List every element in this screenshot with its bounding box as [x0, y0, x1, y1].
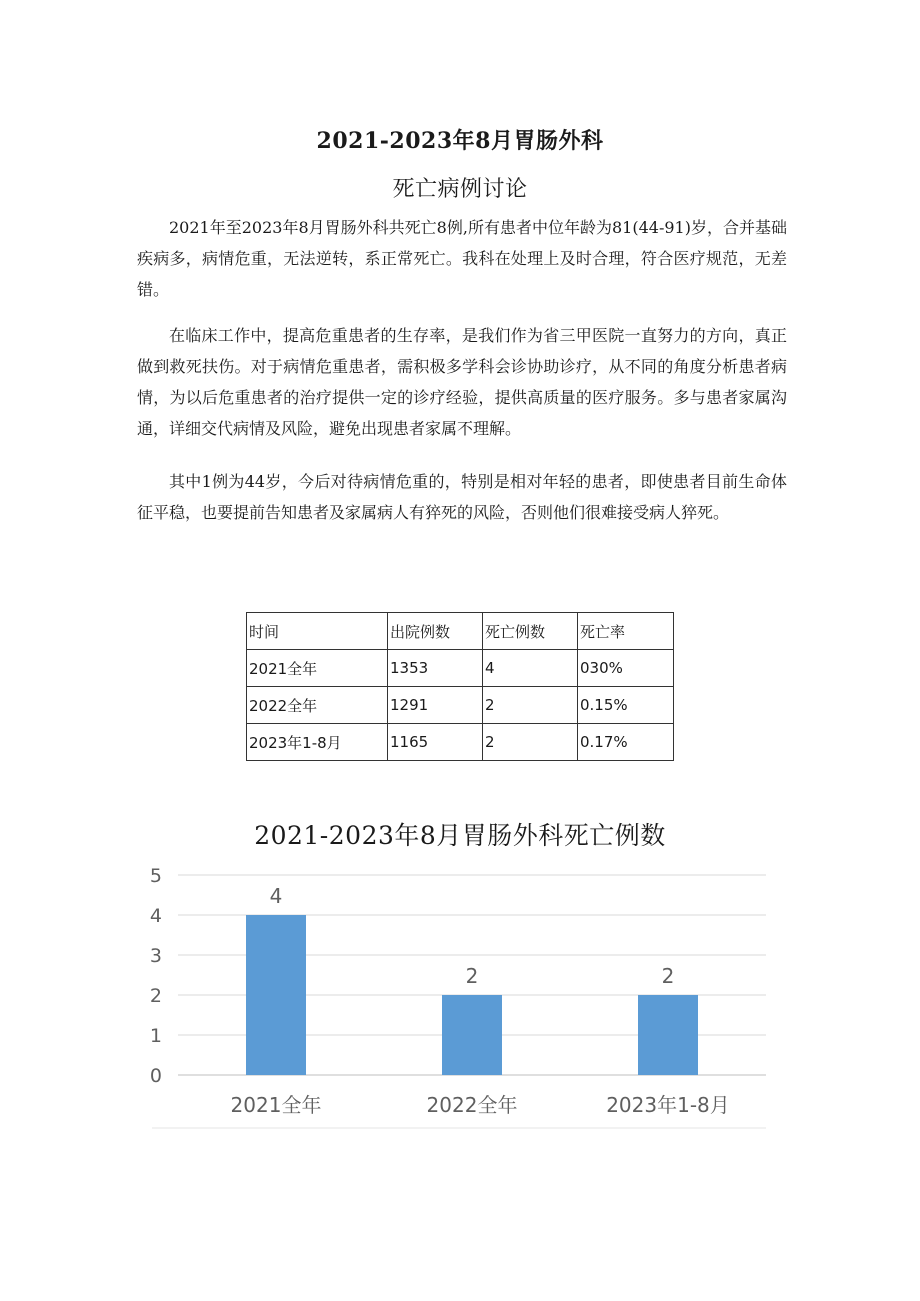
bar [246, 915, 306, 1075]
x-tick-label: 2021全年 [230, 1093, 322, 1117]
table-cell: 2022全年 [247, 687, 388, 724]
y-tick-label: 4 [149, 905, 162, 927]
table-cell: 1165 [388, 724, 483, 761]
table-header-cell: 时间 [247, 613, 388, 650]
y-tick-label: 1 [149, 1025, 162, 1047]
chart-title: 2021-2023年8月胃肠外科死亡例数 [254, 821, 666, 850]
bar [442, 995, 502, 1075]
table-cell: 0.17% [578, 724, 674, 761]
table-cell: 2 [483, 724, 578, 761]
document-title: 2021-2023年8月胃肠外科 [316, 128, 604, 154]
document-subtitle: 死亡病例讨论 [392, 177, 528, 202]
table-header-cell: 死亡例数 [483, 613, 578, 650]
y-tick-label: 3 [149, 945, 162, 967]
table-cell: 2 [483, 687, 578, 724]
y-tick-label: 0 [149, 1065, 162, 1087]
y-tick-label: 5 [149, 865, 162, 887]
x-tick-label: 2023年1-8月 [606, 1093, 730, 1117]
data-label: 2 [661, 964, 675, 988]
data-label: 4 [269, 884, 283, 908]
table-cell: 1291 [388, 687, 483, 724]
bar [638, 995, 698, 1075]
paragraph-clinical-work: 在临床工作中，提高危重患者的生存率，是我们作为省三甲医院一直努力的方向，真正做到救死扶伤。对于病情危重患者，需积极多学科会诊协助诊疗，从不同的角度分析患者病情，为以后危重患者的治疗提供一定的诊疗经验，提供高质量的医疗服务。多与患者家属沟通，详细交代病情及风险，避免出现患者家属不理解。 [137, 326, 787, 438]
table-cell: 030% [578, 650, 674, 687]
table-cell: 0.15% [578, 687, 674, 724]
y-tick-label: 2 [149, 985, 162, 1007]
table-header-cell: 死亡率 [578, 613, 674, 650]
data-label: 2 [465, 964, 479, 988]
table-header-cell: 出院例数 [388, 613, 483, 650]
chart-plot-area [150, 865, 766, 1128]
table-cell: 2023年1-8月 [247, 724, 388, 761]
table-cell: 2021全年 [247, 650, 388, 687]
table-cell: 4 [483, 650, 578, 687]
paragraph-summary: 2021年至2023年8月胃肠外科共死亡8例,所有患者中位年龄为81(44-91)岁，合并基础疾病多，病情危重，无法逆转，系正常死亡。我科在处理上及时合理，符合医疗规范，无差错。 [137, 218, 787, 299]
paragraph-young-patient: 其中1例为44岁，今后对待病情危重的，特别是相对年轻的患者，即使患者目前生命体征平稳，也要提前告知患者及家属病人有猝死的风险，否则他们很难接受病人猝死。 [137, 472, 787, 522]
x-tick-label: 2022全年 [426, 1093, 518, 1117]
table-cell: 1353 [388, 650, 483, 687]
